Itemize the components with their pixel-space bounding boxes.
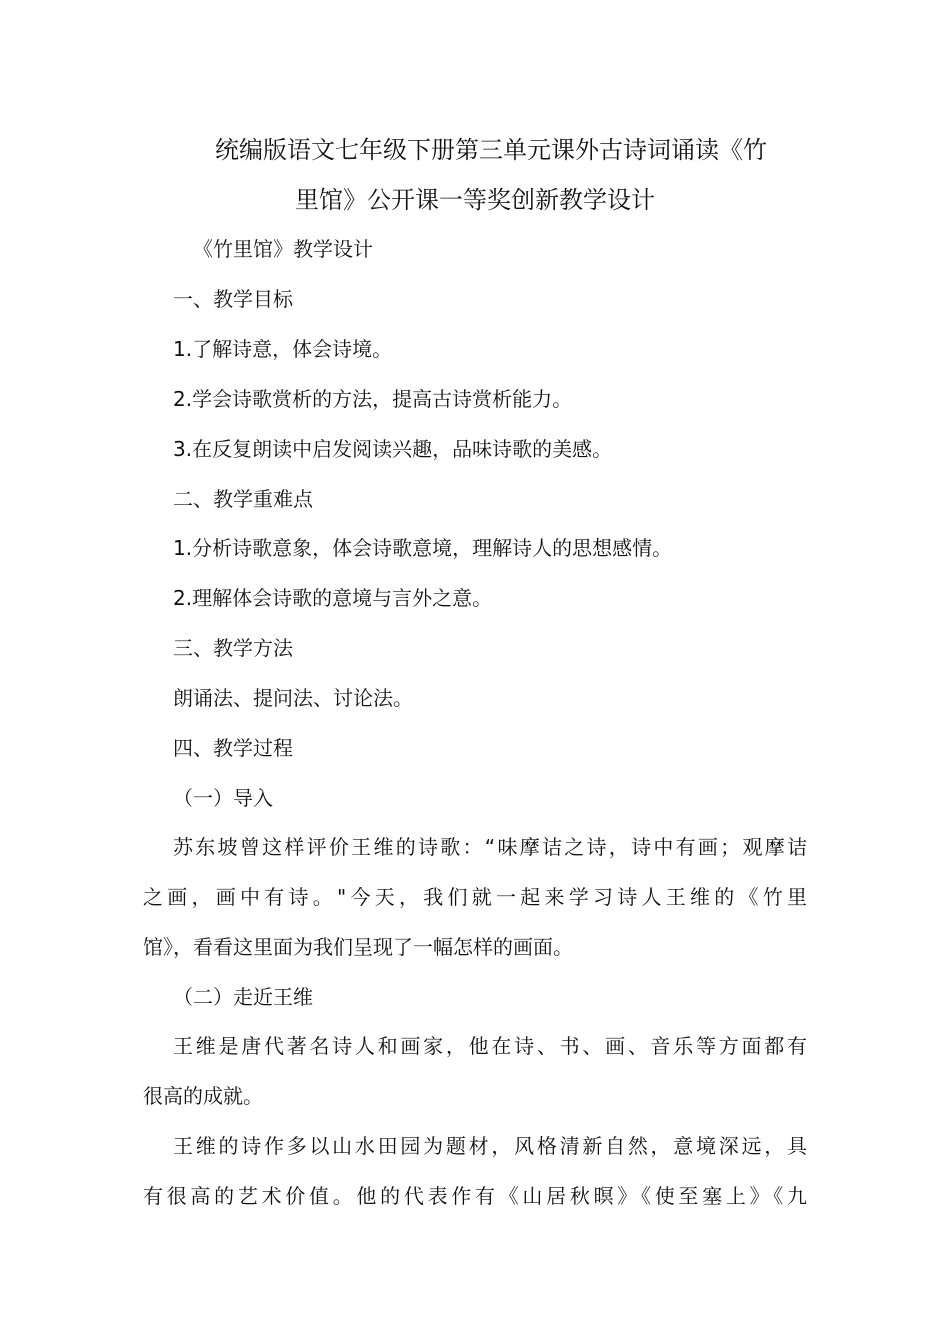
- step-heading-intro: （一）导入: [173, 786, 273, 810]
- goal-item-1: 1.了解诗意，体会诗境。: [173, 337, 393, 361]
- goal-item-3: 3.在反复朗读中启发阅读兴趣，品味诗歌的美感。: [173, 437, 613, 461]
- bio-paragraph-1-line-1: 王维是唐代著名诗人和画家，他在诗、书、画、音乐等方面都有: [173, 1034, 807, 1058]
- document-title-line-2: 里馆》公开课一等奖创新教学设计: [295, 186, 655, 214]
- document-title-line-1: 统编版语文七年级下册第三单元课外古诗词诵读《竹: [215, 136, 767, 164]
- intro-paragraph-line-2: 之画，画中有诗。"今天，我们就一起来学习诗人王维的《竹里: [143, 885, 807, 909]
- section-heading-process: 四、教学过程: [173, 736, 293, 760]
- bio-paragraph-1-line-2: 很高的成就。: [143, 1084, 263, 1108]
- key-point-2: 2.理解体会诗歌的意境与言外之意。: [173, 586, 493, 610]
- section-heading-goals: 一、教学目标: [173, 287, 293, 311]
- intro-paragraph-line-1: 苏东坡曾这样评价王维的诗歌：“味摩诘之诗，诗中有画；观摩诘: [173, 835, 807, 859]
- section-heading-methods: 三、教学方法: [173, 636, 293, 660]
- bio-paragraph-2-line-2: 有很高的艺术价值。他的代表作有《山居秋暝》《使至塞上》《九: [143, 1184, 807, 1208]
- subtitle: 《竹里馆》教学设计: [193, 237, 373, 261]
- bio-paragraph-2-line-1: 王维的诗作多以山水田园为题材，风格清新自然，意境深远，具: [173, 1134, 807, 1158]
- intro-paragraph-line-3: 馆》，看看这里面为我们呈现了一幅怎样的画面。: [143, 935, 573, 959]
- goal-item-2: 2.学会诗歌赏析的方法，提高古诗赏析能力。: [173, 387, 573, 411]
- step-heading-about-wang-wei: （二）走近王维: [173, 985, 313, 1009]
- section-heading-key-points: 二、教学重难点: [173, 487, 313, 511]
- key-point-1: 1.分析诗歌意象，体会诗歌意境，理解诗人的思想感情。: [173, 536, 673, 560]
- methods-text: 朗诵法、提问法、讨论法。: [173, 686, 413, 710]
